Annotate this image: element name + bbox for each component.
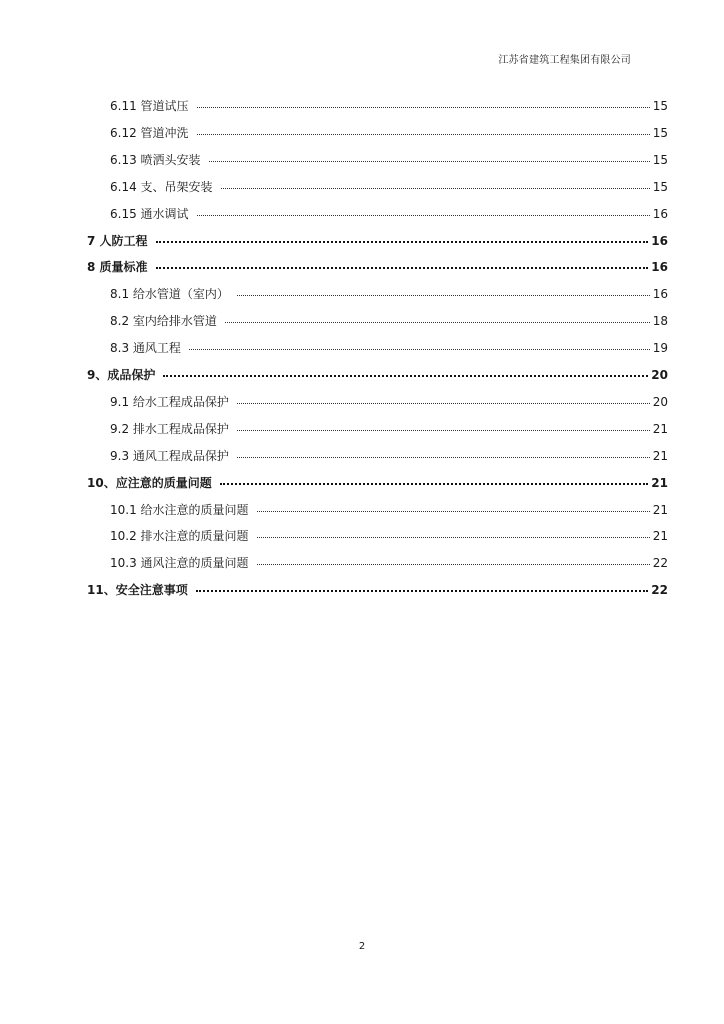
toc-entry[interactable] [110,125,668,141]
toc-entry[interactable] [110,394,668,410]
toc-entry-page: 21 [652,448,668,463]
toc-leader-dots [189,349,650,350]
toc-entry-label: 8 质量标准 [87,260,148,275]
toc-entry-label: 8.1 给水管道（室内） [110,287,229,302]
toc-entry-label: 6.15 通水调试 [110,206,189,221]
toc-leader-dots [197,134,650,135]
toc-entry-page: 16 [652,287,668,302]
toc-leader-dots [209,161,650,162]
toc-leader-dots [237,457,650,458]
toc-entry-page: 15 [652,125,668,140]
toc-entry-page: 22 [651,583,668,598]
toc-leader-dots [197,107,650,108]
toc-entry-label: 11、安全注意事项 [87,583,188,598]
toc-entry-page: 21 [652,502,668,517]
toc-leader-dots [237,403,650,404]
toc-entry-page: 16 [651,233,668,248]
toc-entry[interactable] [110,179,668,195]
toc-leader-dots [257,537,650,538]
toc-entry-page: 19 [652,341,668,356]
toc-entry-label: 10.2 排水注意的质量问题 [110,529,249,544]
toc-entry[interactable] [110,206,668,222]
toc-leader-dots [163,375,648,377]
toc-leader-dots [257,564,650,565]
toc-leader-dots [156,267,649,269]
toc-leader-dots [221,188,650,189]
toc-entry[interactable] [110,286,668,302]
toc-entry-label: 9.2 排水工程成品保护 [110,421,229,436]
toc-entry[interactable] [87,582,668,598]
toc-entry-page: 21 [652,421,668,436]
toc-entry-label: 10.1 给水注意的质量问题 [110,502,249,517]
toc-entry[interactable] [110,98,668,114]
toc-entry-label: 6.13 喷洒头安装 [110,152,201,167]
toc-entry[interactable] [87,475,668,491]
page-number: 2 [358,941,366,952]
toc-entry-label: 6.12 管道冲洗 [110,125,189,140]
toc-entry-page: 22 [652,556,668,571]
toc-entry-page: 16 [651,260,668,275]
toc-entry-label: 8.3 通风工程 [110,341,181,356]
company-header: 江苏省建筑工程集团有限公司 [498,55,631,66]
toc-entry-page: 20 [652,394,668,409]
toc-leader-dots [257,511,650,512]
toc-entry[interactable] [110,528,668,544]
toc-entry-page: 21 [651,475,668,490]
toc-leader-dots [225,322,650,323]
toc-leader-dots [220,483,649,485]
toc-entry-label: 9.3 通风工程成品保护 [110,448,229,463]
toc-entry-label: 8.2 室内给排水管道 [110,314,217,329]
toc-entry-label: 9.1 给水工程成品保护 [110,394,229,409]
toc-entry-label: 9、成品保护 [87,368,156,382]
toc-entry-label: 10.3 通风注意的质量问题 [110,556,249,571]
toc-leader-dots [156,241,649,243]
toc-leader-dots [237,295,650,296]
toc-leader-dots [237,430,650,431]
toc-leader-dots [197,215,650,216]
toc-entry-label: 6.11 管道试压 [110,99,189,113]
toc-entry-page: 16 [652,206,668,221]
toc-entry[interactable] [110,502,668,518]
toc-entry-label: 10、应注意的质量问题 [87,475,212,490]
toc-entry[interactable] [110,555,668,571]
toc-entry[interactable] [87,233,668,249]
toc-entry[interactable] [87,259,668,275]
toc-entry[interactable] [110,340,668,356]
toc-entry[interactable] [110,448,668,464]
toc-entry-page: 20 [651,368,668,382]
toc-entry[interactable] [87,367,668,383]
toc-entry-label: 6.14 支、吊架安装 [110,179,213,194]
toc-entry-page: 15 [652,179,668,194]
toc-entry[interactable] [110,421,668,437]
toc-entry-page: 15 [652,99,668,113]
toc-entry[interactable] [110,313,668,329]
toc-entry-label: 7 人防工程 [87,233,148,248]
toc-entry-page: 21 [652,529,668,544]
toc-entry[interactable] [110,152,668,168]
toc-entry-page: 18 [652,314,668,329]
toc-leader-dots [196,590,649,592]
toc-entry-page: 15 [652,152,668,167]
